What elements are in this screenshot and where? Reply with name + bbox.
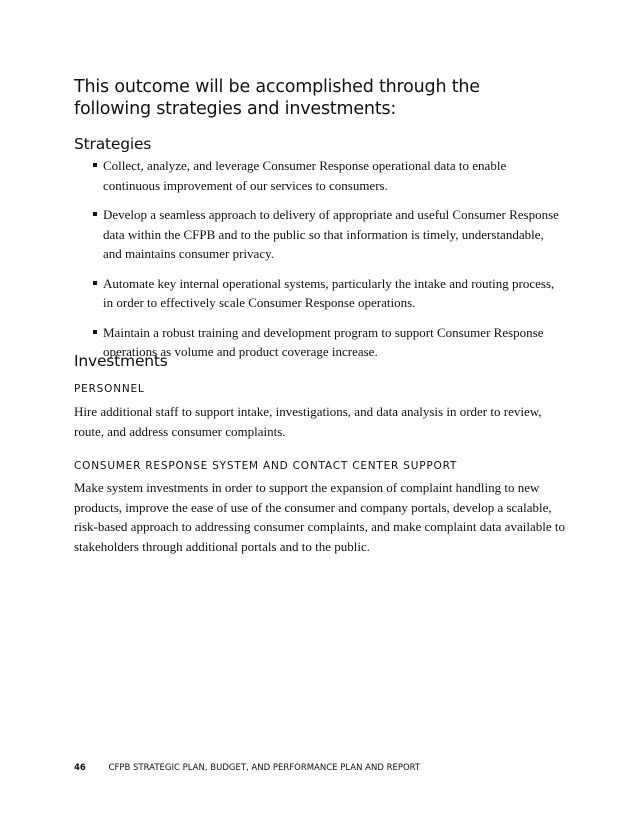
list-item <box>93 205 563 264</box>
strategies-heading: Strategies <box>74 135 152 153</box>
strategy-text: Develop a seamless approach to delivery of appropriate and useful Consumer Response data within the CFPB and to the public so that information is timely, understandable, and maintains consumer privacy. <box>103 207 559 261</box>
list-item <box>93 156 563 195</box>
strategies-list <box>93 156 563 372</box>
personnel-paragraph: Hire additional staff to support intake, investigations, and data analysis in order to review, route, and address consumer complaints. <box>74 404 542 439</box>
list-item <box>93 274 563 313</box>
bullet-square-icon <box>93 163 97 167</box>
footer-title: CFPB STRATEGIC PLAN, BUDGET, AND PERFORMANCE PLAN AND REPORT <box>108 763 421 773</box>
investments-heading: Investments <box>74 352 168 370</box>
personnel-subheading: PERSONNEL <box>74 383 145 395</box>
system-support-subheading: CONSUMER RESPONSE SYSTEM AND CONTACT CENTER SUPPORT <box>74 460 458 472</box>
page-number: 46 <box>74 763 86 773</box>
strategy-text: Collect, analyze, and leverage Consumer Response operational data to enable continuous improvement of our services to consumers. <box>103 158 507 193</box>
bullet-square-icon <box>93 330 97 334</box>
bullet-square-icon <box>93 281 97 285</box>
strategy-text: Automate key internal operational systems, particularly the intake and routing process, in order to effectively scale Consumer Response operations. <box>103 275 555 310</box>
page-footer <box>74 762 420 774</box>
intro-heading: This outcome will be accomplished through the following strategies and investments: <box>74 77 480 119</box>
system-support-paragraph: Make system investments in order to support the expansion of complaint handling to new products, improve the ease of use of the consumer and company portals, develop a scalable, risk-based approach to addressing consumer complaints, and make complaint data available to stakeholders through additional portals and to the public. <box>74 480 565 554</box>
strategy-text: Maintain a robust training and development program to support Consumer Response operations as volume and product coverage increase. <box>103 324 544 359</box>
bullet-square-icon <box>93 212 97 216</box>
